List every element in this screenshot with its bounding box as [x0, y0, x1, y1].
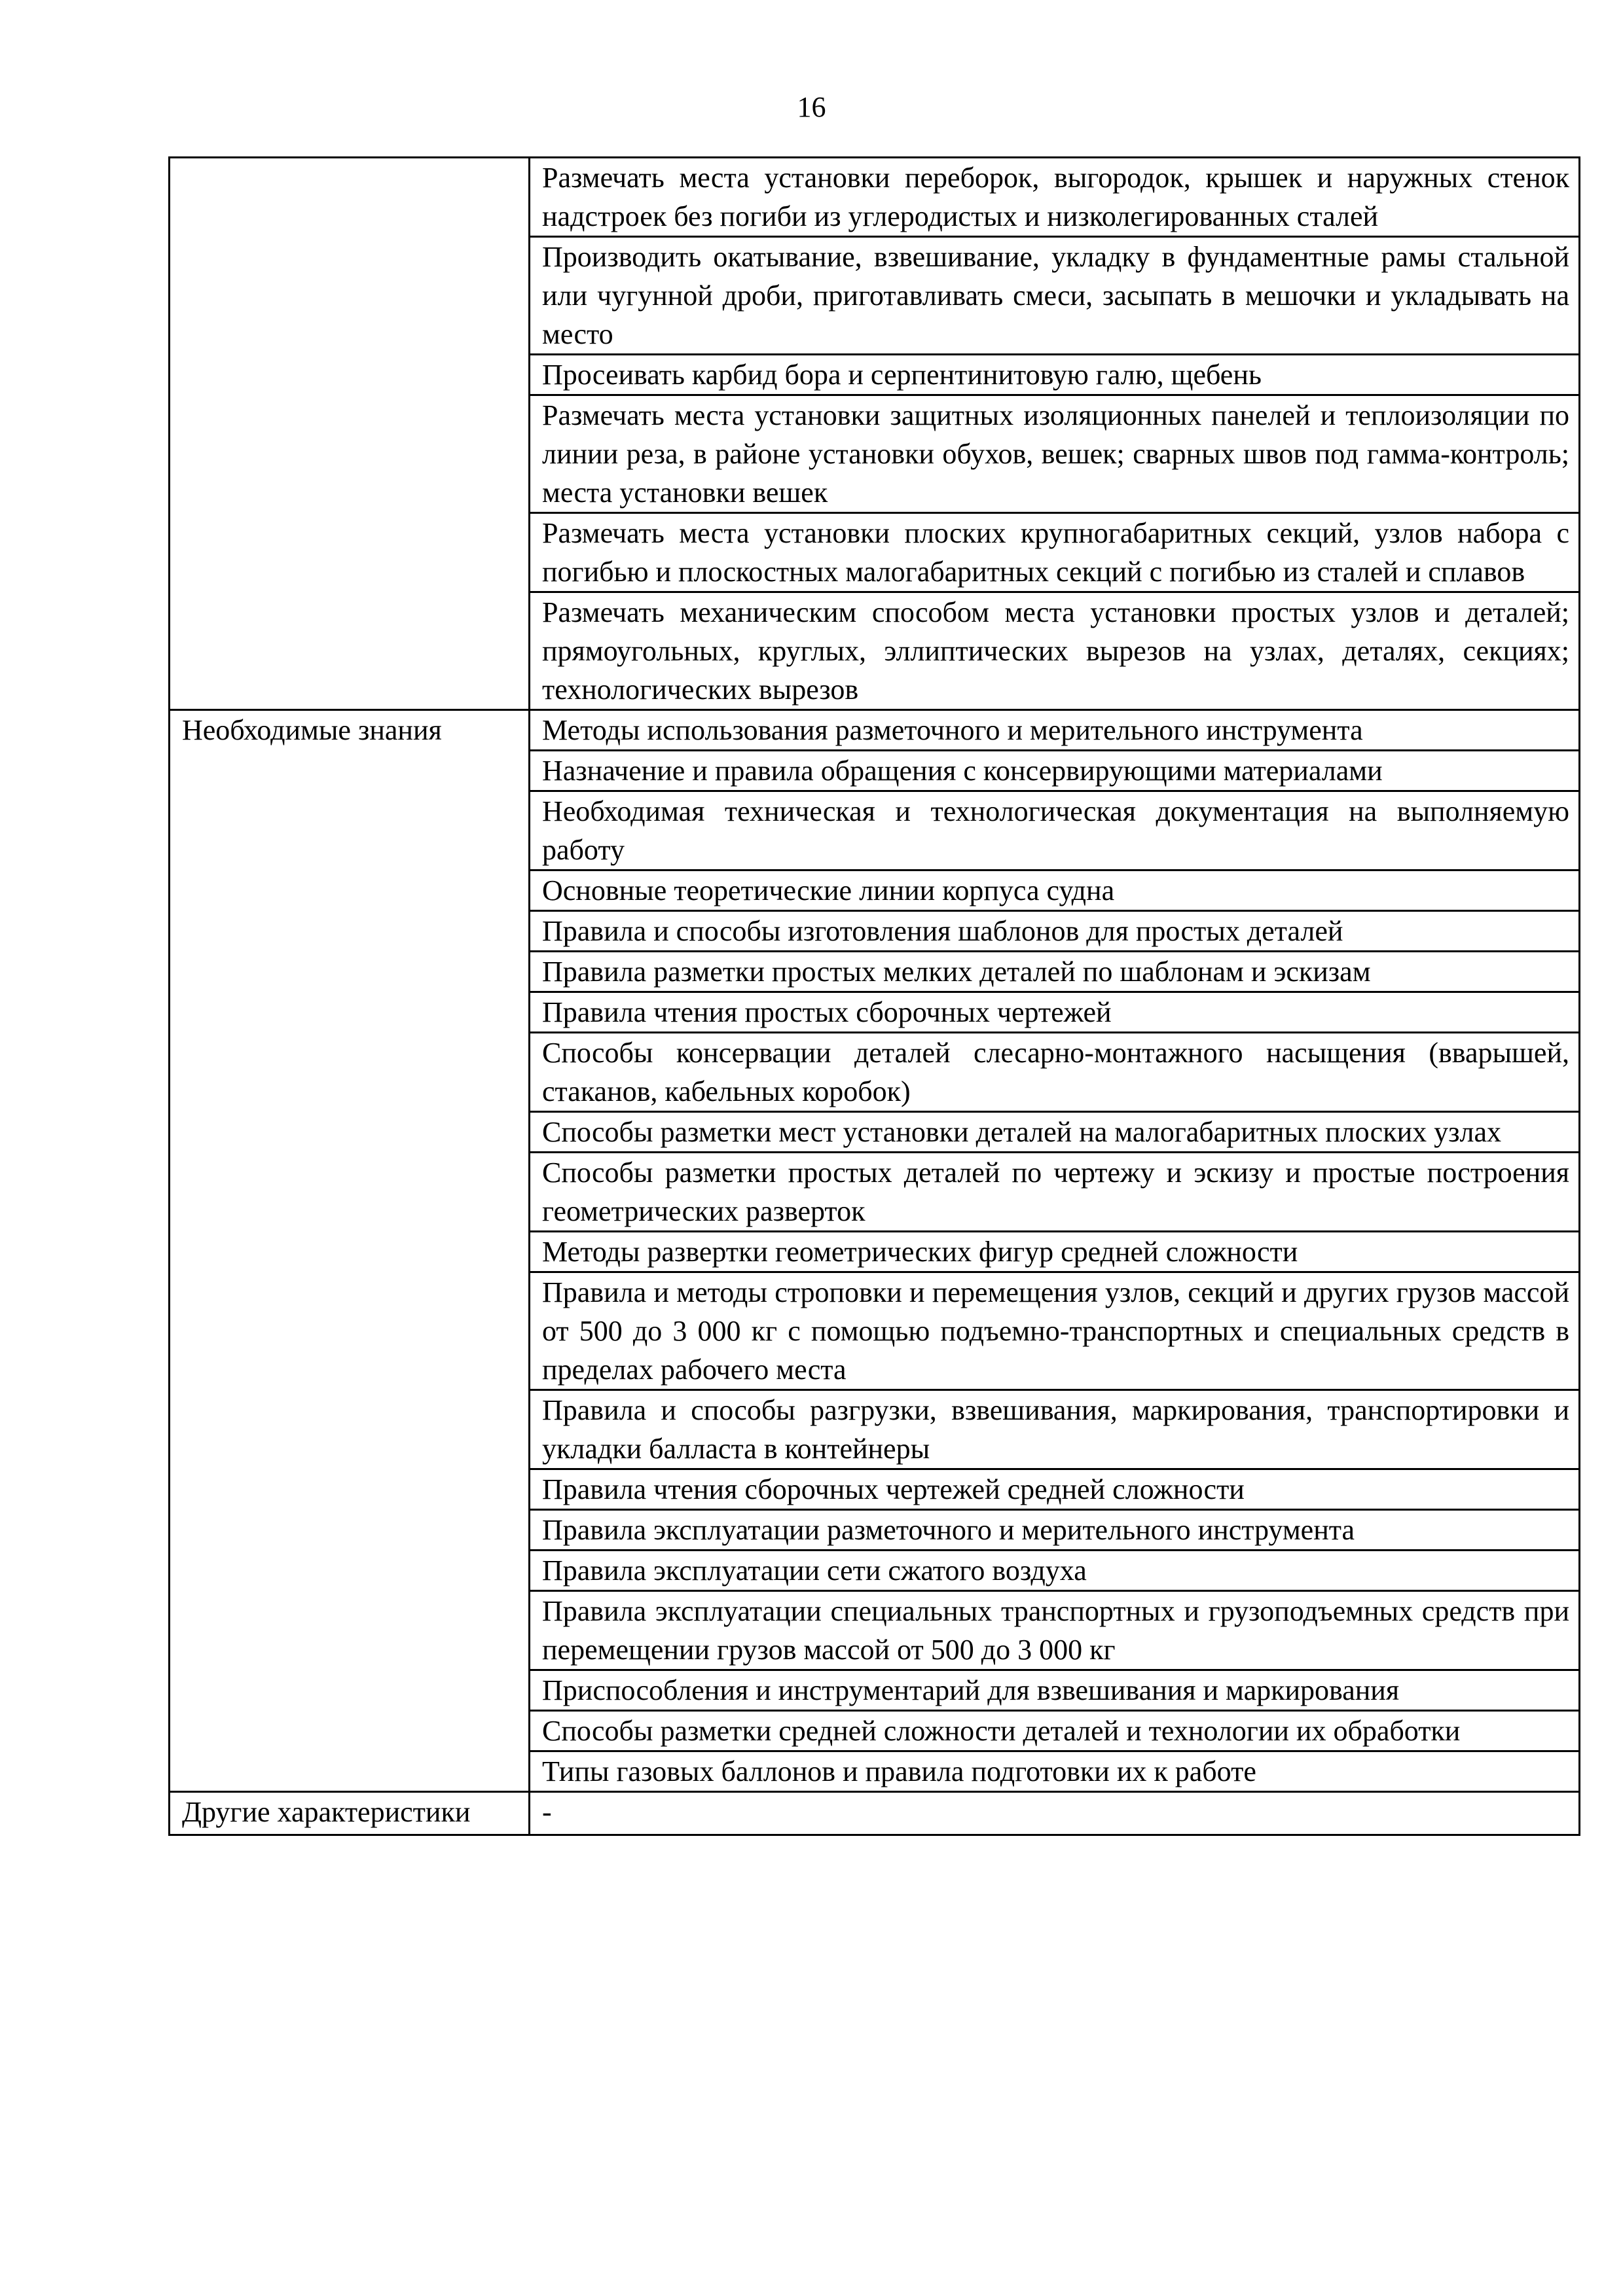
skills-item: Размечать механическим способом места установки простых узлов и деталей; прямоугольных, круглых, эллиптических вырезов на узлах, деталях, секциях; технологических вырезов	[530, 592, 1580, 710]
knowledge-item: Методы развертки геометрических фигур средней сложности	[530, 1232, 1580, 1272]
knowledge-item: Правила эксплуатации сети сжатого воздуха	[530, 1551, 1580, 1591]
skills-item: Размечать места установки переборок, выгородок, крышек и наружных стенок надстроек без погиби из углеродистых и низколегированных сталей	[530, 158, 1580, 237]
skills-label	[170, 158, 530, 710]
knowledge-item: Типы газовых баллонов и правила подготовки их к работе	[530, 1751, 1580, 1792]
other-label: Другие характеристики	[170, 1792, 530, 1835]
knowledge-item: Правила и способы разгрузки, взвешивания, маркирования, транспортировки и укладки балласта в контейнеры	[530, 1390, 1580, 1469]
knowledge-item: Правила и способы изготовления шаблонов для простых деталей	[530, 911, 1580, 952]
knowledge-item: Способы консервации деталей слесарно-монтажного насыщения (вварышей, стаканов, кабельных коробок)	[530, 1033, 1580, 1112]
skills-row	[170, 158, 1580, 237]
knowledge-item: Правила разметки простых мелких деталей по шаблонам и эскизам	[530, 952, 1580, 992]
knowledge-item: Способы разметки мест установки деталей на малогабаритных плоских узлах	[530, 1112, 1580, 1153]
knowledge-item: Правила чтения простых сборочных чертежей	[530, 992, 1580, 1033]
skills-item: Размечать места установки защитных изоляционных панелей и теплоизоляции по линии реза, в районе установки обухов, вешек; сварных швов под гамма-контроль; места установки вешек	[530, 395, 1580, 513]
other-row	[170, 1792, 1580, 1835]
skills-item: Производить окатывание, взвешивание, укладку в фундаментные рамы стальной или чугунной дроби, приготавливать смеси, засыпать в мешочки и укладывать на место	[530, 237, 1580, 355]
characteristics-table	[168, 156, 1580, 1836]
knowledge-item: Правила чтения сборочных чертежей средней сложности	[530, 1469, 1580, 1510]
skills-item: Просеивать карбид бора и серпентинитовую галю, щебень	[530, 355, 1580, 395]
knowledge-item: Правила эксплуатации специальных транспортных и грузоподъемных средств при перемещении грузов массой от 500 до 3 000 кг	[530, 1591, 1580, 1670]
knowledge-item: Правила эксплуатации разметочного и мерительного инструмента	[530, 1510, 1580, 1551]
knowledge-item: Правила и методы строповки и перемещения узлов, секций и других грузов массой от 500 до 3 000 кг с помощью подъемно-транспортных и специальных средств в пределах рабочего места	[530, 1272, 1580, 1390]
knowledge-item: Основные теоретические линии корпуса судна	[530, 870, 1580, 911]
knowledge-item: Способы разметки простых деталей по чертежу и эскизу и простые построения геометрических разверток	[530, 1153, 1580, 1232]
skills-item: Размечать места установки плоских крупногабаритных секций, узлов набора с погибью и плоскостных малогабаритных секций с погибью из сталей и сплавов	[530, 513, 1580, 592]
knowledge-row	[170, 710, 1580, 751]
knowledge-item: Методы использования разметочного и мерительного инструмента	[530, 710, 1580, 751]
knowledge-item: Способы разметки средней сложности деталей и технологии их обработки	[530, 1711, 1580, 1751]
knowledge-item: Назначение и правила обращения с консервирующими материалами	[530, 751, 1580, 791]
other-value: -	[530, 1792, 1580, 1835]
knowledge-item: Приспособления и инструментарий для взвешивания и маркирования	[530, 1670, 1580, 1711]
knowledge-label: Необходимые знания	[170, 710, 530, 1792]
knowledge-item: Необходимая техническая и технологическая документация на выполняемую работу	[530, 791, 1580, 870]
page-number: 16	[797, 91, 826, 123]
